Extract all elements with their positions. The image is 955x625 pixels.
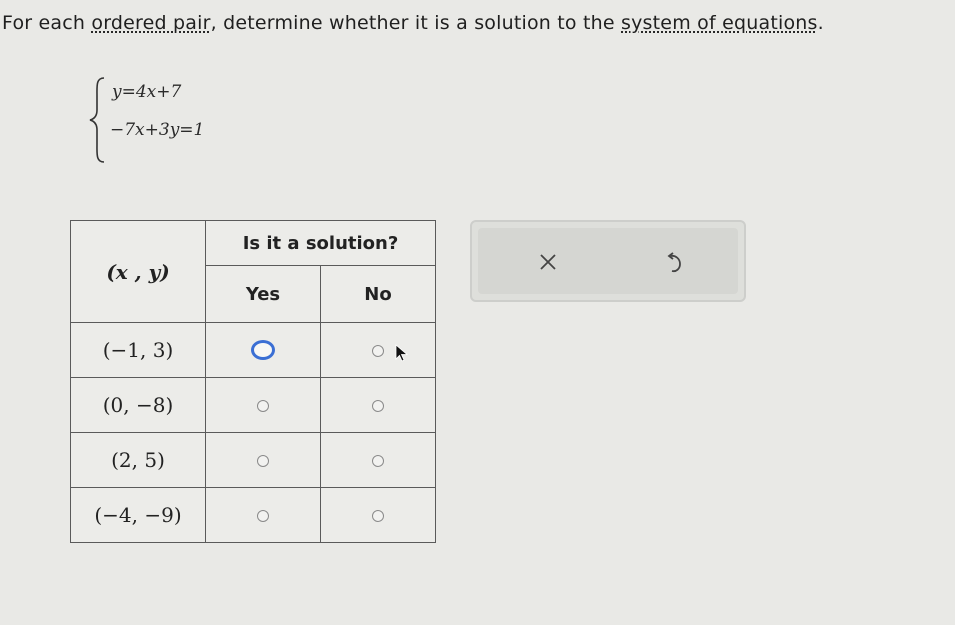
- question-prompt: [2, 12, 824, 34]
- no-cell: [321, 433, 436, 488]
- close-icon: [538, 252, 558, 272]
- ordered-pair-link[interactable]: ordered pair: [91, 12, 211, 34]
- no-cell: [321, 323, 436, 378]
- prompt-text: , determine whether it is a solution to the: [210, 12, 622, 34]
- yes-cell: [206, 488, 321, 543]
- no-header: No: [321, 266, 436, 323]
- pair-cell: (2, 5): [71, 433, 206, 488]
- no-radio[interactable]: [372, 510, 384, 522]
- solution-header: Is it a solution?: [206, 221, 436, 266]
- left-brace-icon: [88, 76, 108, 164]
- equation-system: [88, 76, 288, 166]
- yes-header: Yes: [206, 266, 321, 323]
- pair-cell: (−4, −9): [71, 488, 206, 543]
- no-cell: [321, 378, 436, 433]
- no-cell: [321, 488, 436, 543]
- table-row: [71, 433, 436, 488]
- yes-radio[interactable]: [257, 455, 269, 467]
- yes-radio[interactable]: [257, 400, 269, 412]
- undo-button[interactable]: [664, 252, 684, 278]
- equation-2: −7x+3y=1: [110, 120, 205, 140]
- table-row: [71, 323, 436, 378]
- yes-cell: [206, 433, 321, 488]
- pair-header: (x , y): [71, 221, 206, 323]
- yes-radio[interactable]: [251, 340, 275, 360]
- prompt-text: .: [817, 12, 824, 34]
- table-row: [71, 488, 436, 543]
- yes-radio[interactable]: [257, 510, 269, 522]
- yes-cell: [206, 378, 321, 433]
- equation-1: y=4x+7: [112, 82, 182, 102]
- answer-toolbar: [470, 220, 746, 302]
- solution-table: [70, 220, 436, 543]
- table-row: [71, 378, 436, 433]
- close-button[interactable]: [538, 252, 558, 276]
- system-of-equations-link[interactable]: system of equations: [621, 12, 818, 34]
- undo-icon: [664, 252, 684, 274]
- toolbar-panel: [478, 228, 738, 294]
- pair-cell: (−1, 3): [71, 323, 206, 378]
- yes-cell: [206, 323, 321, 378]
- no-radio[interactable]: [372, 455, 384, 467]
- prompt-text: For each: [2, 12, 92, 34]
- no-radio[interactable]: [372, 400, 384, 412]
- no-radio[interactable]: [372, 345, 384, 357]
- pair-cell: (0, −8): [71, 378, 206, 433]
- mouse-pointer-icon: [395, 344, 409, 362]
